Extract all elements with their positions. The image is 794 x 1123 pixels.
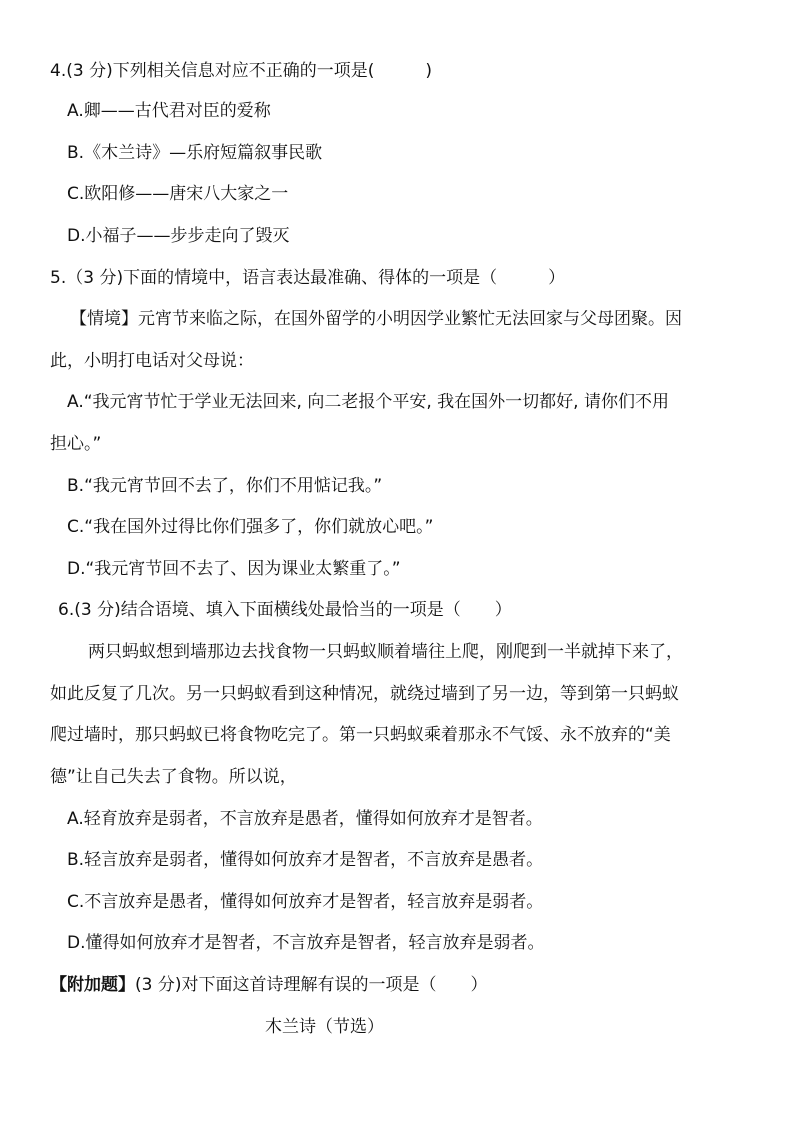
bonus-question: (3 分)对下面这首诗理解有误的一项是（ ） xyxy=(135,975,488,995)
q6-passage-line-4: 德”让自己失去了食物。所以说， xyxy=(50,767,297,787)
q5-scenario-line-1: 【情境】元宵节来临之际，在国外留学的小明因学业繁忙无法回家与父母团聚。因 xyxy=(70,309,682,329)
q6-passage-line-2: 如此反复了几次。另一只蚂蚁看到这种情况，就绕过墙到了另一边，等到第一只蚂蚁 xyxy=(50,684,679,704)
bonus-label: 【附加题】 xyxy=(50,975,135,995)
q4-option-c: C.欧阳修——唐宋八大家之一 xyxy=(67,184,289,204)
bonus-question-line xyxy=(50,974,487,996)
q5-option-a-line-1: A.“我元宵节忙于学业无法回来, 向二老报个平安, 我在国外一切都好, 请你们不用 xyxy=(67,392,669,412)
q6-option-b: B.轻言放弃是弱者，懂得如何放弃才是智者，不言放弃是愚者。 xyxy=(67,850,544,870)
poem-title: 木兰诗（节选） xyxy=(265,1017,384,1037)
q4-question: 4.(3 分)下列相关信息对应不正确的一项是( ) xyxy=(50,61,432,81)
q5-option-d: D.“我元宵节回不去了、因为课业太繁重了。” xyxy=(67,559,401,579)
q4-option-d: D.小福子——步步走向了毁灭 xyxy=(67,226,290,246)
q6-passage-line-1: 两只蚂蚁想到墙那边去找食物一只蚂蚁顺着墙往上爬，刚爬到一半就掉下来了， xyxy=(88,642,683,662)
q5-option-b: B.“我元宵节回不去了，你们不用惦记我。” xyxy=(67,476,383,496)
q4-option-b: B.《木兰诗》—乐府短篇叙事民歌 xyxy=(67,143,323,163)
q5-option-c: C.“我在国外过得比你们强多了，你们就放心吧。” xyxy=(67,517,434,537)
q6-option-a: A.轻育放弃是弱者，不言放弃是愚者，懂得如何放弃才是智者。 xyxy=(67,809,543,829)
q6-option-d: D.懂得如何放弃才是智者，不言放弃是智者，轻言放弃是弱者。 xyxy=(67,933,545,953)
q5-scenario-line-2: 此，小明打电话对父母说： xyxy=(50,351,254,371)
q6-passage-line-3: 爬过墙时，那只蚂蚁已将食物吃完了。第一只蚂蚁乘着那永不气馁、永不放弃的“美 xyxy=(50,725,671,745)
q6-question: 6.(3 分)结合语境、填入下面横线处最恰当的一项是（ ） xyxy=(58,600,512,620)
q5-question: 5.（3 分)下面的情境中，语言表达最准确、得体的一项是（ ） xyxy=(50,268,566,288)
q5-option-a-line-2: 担心。” xyxy=(50,434,102,454)
q6-option-c: C.不言放弃是愚者，懂得如何放弃才是智者，轻言放弃是弱者。 xyxy=(67,892,544,912)
q4-option-a: A.卿——古代君对臣的爱称 xyxy=(67,101,271,121)
